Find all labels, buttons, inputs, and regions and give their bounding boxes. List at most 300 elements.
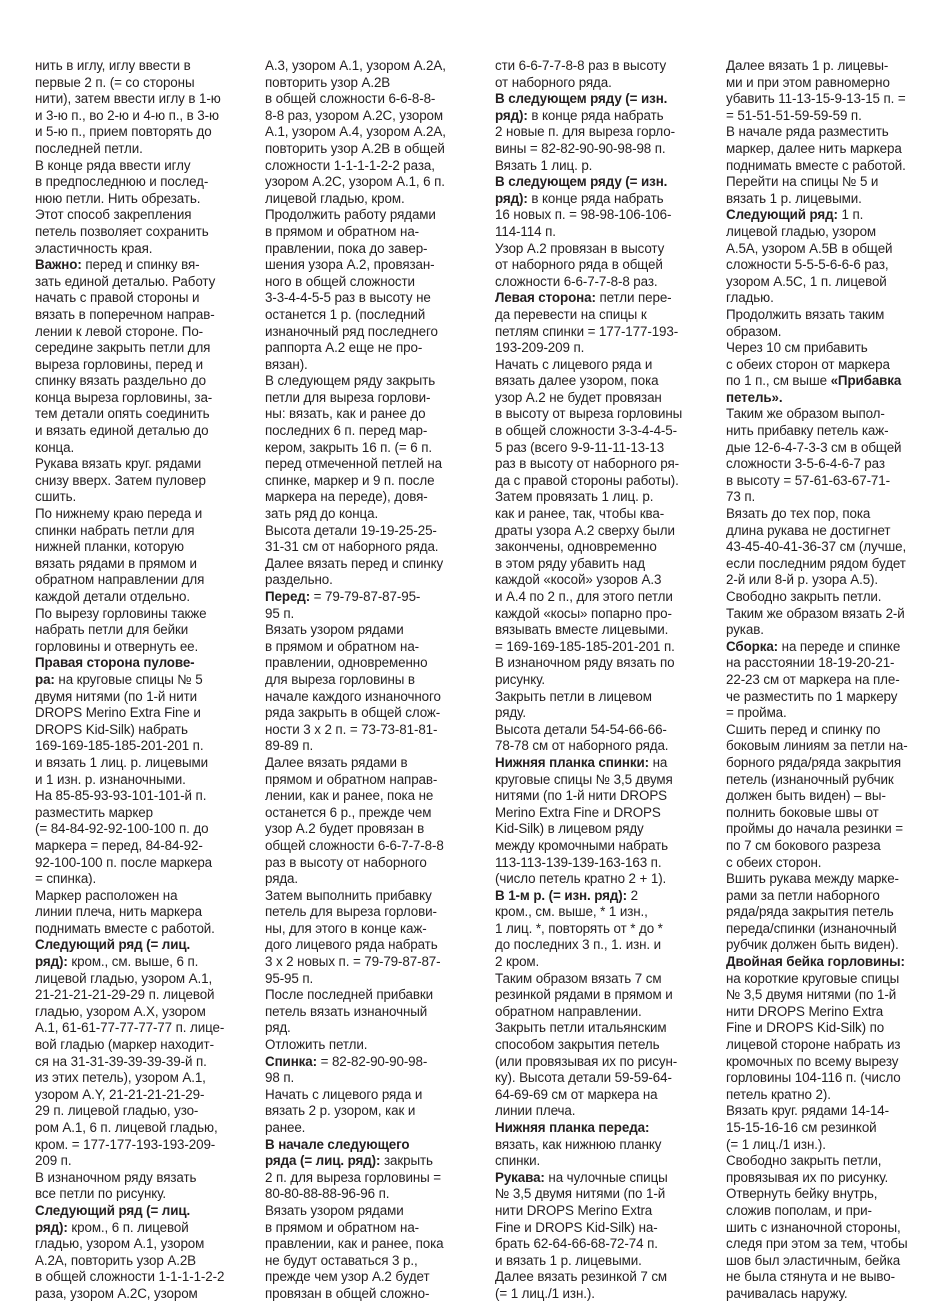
text-line: 64-69-69 см от маркера на: [495, 1086, 658, 1102]
text-line: не была стянута и не выво-: [726, 1269, 895, 1285]
text-line: ку). Высота детали 59-59-64-: [495, 1070, 672, 1086]
text-line: от наборного ряда в общей: [495, 257, 663, 273]
text-line: сложности 3-5-6-4-6-7 раз: [726, 456, 885, 472]
text-line: нюю петли. Нить обрезать.: [35, 190, 201, 206]
text-line: и 1 изн. р. изнаночными.: [35, 771, 186, 787]
text-line: конца.: [35, 439, 75, 455]
text-line: горловины 104-116 п. (число: [726, 1070, 901, 1086]
text-line: Закрыть петли в лицевом: [495, 688, 652, 704]
text-line: Затем выполнить прибавку: [265, 887, 432, 903]
text-line: если последним рядом будет: [726, 555, 906, 571]
bold-heading: Следующий ряд (= лиц.: [35, 937, 191, 953]
text-line: [495, 755, 707, 772]
text-line: переда/спинки (изнаночный: [726, 920, 897, 936]
text-line: Начать с лицевого ряда и: [495, 356, 653, 372]
text-line: начать с правой стороны и: [35, 290, 200, 306]
text-line: брать 62-64-66-68-72-74 п.: [495, 1236, 658, 1252]
text-line: В изнаночном ряду вязать по: [495, 655, 675, 671]
text-line: После последней прибавки: [265, 987, 434, 1003]
text-line: в прямом и обратном на-: [265, 1219, 420, 1235]
text-line: рами за петли наборного: [726, 887, 880, 903]
text-line: Закрыть петли итальянским: [495, 1020, 667, 1036]
text-line: 209 п.: [35, 1153, 72, 1169]
text-line: нити DROPS Merino Extra: [495, 1202, 653, 1218]
text-line: [726, 639, 938, 656]
text-line: [35, 954, 247, 971]
text-line: 22-23 см от маркера на пле-: [726, 671, 900, 687]
text-line: первые 2 п. (= со стороны: [35, 74, 195, 90]
text-run: = 79-79-87-87-95-: [310, 589, 421, 604]
text-column-2: [265, 58, 477, 1303]
bold-heading: Сборка:: [726, 638, 779, 654]
text-line: должен быть виден) – вы-: [726, 788, 886, 804]
text-line: Сшить перед и спинку по: [726, 721, 881, 737]
text-line: Продолжить работу рядами: [265, 207, 436, 223]
text-line: [265, 1153, 477, 1170]
text-line: кром., см. выше, * 1 изн.,: [495, 904, 648, 920]
text-line: петлям спинки = 177-177-193-: [495, 323, 679, 339]
text-line: способом закрытия петель: [495, 1037, 660, 1053]
text-line: раз в высоту от наборного ря-: [495, 456, 679, 472]
text-run: перед и спинку вя-: [81, 257, 200, 273]
text-line: раза, узором А.2С, узором: [35, 1285, 198, 1301]
text-line: А.3, узором А.1, узором А.2А,: [265, 58, 446, 73]
text-line: В конце ряда ввести иглу: [35, 157, 191, 173]
text-line: раппорта А.2 еще не про-: [265, 340, 423, 356]
text-line: вой гладью (маркер находит-: [35, 1037, 214, 1053]
text-line: По вырезу горловины также: [35, 605, 207, 621]
text-line: от наборного ряда.: [495, 74, 612, 90]
text-line: Высота детали 19-19-25-25-: [265, 522, 437, 538]
text-line: (= 84-84-92-92-100-100 п. до: [35, 821, 209, 837]
text-line: нитями (по 1-й нити DROPS: [495, 788, 667, 804]
text-run: на круговые спицы № 5: [54, 671, 203, 687]
text-line: А.1, 61-61-77-77-77-77 п. лице-: [35, 1020, 225, 1036]
text-line: 89-89 п.: [265, 738, 314, 754]
text-line: поднимать вместе с работой.: [726, 157, 906, 173]
text-run: на чулочные спицы: [544, 1169, 668, 1185]
bold-heading: ряд):: [495, 190, 528, 206]
text-line: для выреза горловины в: [265, 671, 415, 687]
text-line: че разместить по 1 маркеру: [726, 688, 898, 704]
text-line: ся на 31-31-39-39-39-39-й п.: [35, 1053, 207, 1069]
text-line: (= 1 лиц./1 изн.).: [495, 1285, 595, 1301]
text-line: с обеих сторон.: [726, 854, 822, 870]
text-line: спинку вязать раздельно до: [35, 373, 207, 389]
text-line: [265, 1054, 477, 1071]
text-run: в конце ряда набрать: [527, 107, 664, 123]
text-line: правлении, как и ранее, пока: [265, 1236, 444, 1252]
bold-heading: Левая сторона:: [495, 290, 596, 306]
text-line: ряд.: [265, 1020, 291, 1036]
text-line: Этот способ закрепления: [35, 207, 192, 223]
text-line: до последних 3 п., 1. изн. и: [495, 937, 662, 953]
text-line: = 169-169-185-185-201-201 п.: [495, 638, 675, 654]
text-line: спинки набрать петли для: [35, 522, 195, 538]
text-line: вязать 1 р. лицевыми.: [726, 190, 862, 206]
text-run: = 82-82-90-90-98-: [317, 1053, 428, 1069]
text-line: эластичность края.: [35, 240, 153, 256]
text-line: правлении, одновременно: [265, 655, 428, 671]
text-line: поднимать вместе с работой.: [35, 920, 215, 936]
text-line: Через 10 см прибавить: [726, 340, 868, 356]
text-line: Высота детали 54-54-66-66-: [495, 721, 667, 737]
text-line: закончены, одновременно: [495, 539, 657, 555]
bold-heading: Следующий ряд:: [726, 207, 838, 223]
text-line: обратном направлении.: [495, 1003, 642, 1019]
text-line: все петли по рисунку.: [35, 1186, 167, 1202]
bold-heading: Двойная бейка горловины:: [726, 954, 905, 970]
text-line: провязывая их по рисунку.: [726, 1169, 889, 1185]
text-run: на переде и спинке: [778, 638, 901, 654]
bold-heading: ряд):: [35, 1219, 68, 1235]
text-line: петель для выреза горлови-: [265, 904, 437, 920]
text-line: ны: вязать, как и ранее до: [265, 406, 426, 422]
text-line: Вязать круг. рядами 14-14-: [726, 1103, 890, 1119]
text-line: 2-й или 8-й р. узора А.5).: [726, 572, 879, 588]
text-line: на короткие круговые спицы: [726, 970, 900, 986]
text-line: не будут оставаться 3 р.,: [265, 1252, 418, 1268]
text-line: [495, 290, 707, 307]
text-line: кером, закрыть 16 п. (= 6 п.: [265, 439, 432, 455]
bold-heading: Перед:: [265, 589, 311, 604]
text-line: вязать в поперечном направ-: [35, 306, 215, 322]
text-line: в прямом и обратном на-: [265, 223, 420, 239]
text-line: сложности 6-6-7-7-8-8 раз.: [495, 273, 658, 289]
text-line: В следующем ряду закрыть: [265, 373, 436, 389]
text-line: узором А.5С, 1 п. лицевой: [726, 273, 887, 289]
text-run: петли пере-: [595, 290, 672, 306]
bold-heading: ра:: [35, 671, 55, 687]
text-line: 3-3-4-4-5-5 раз в высоту не: [265, 290, 431, 306]
text-line: 2 п. для выреза горловины =: [265, 1169, 441, 1185]
text-line: Далее вязать перед и спинку: [265, 555, 444, 571]
text-line: ром А.1, 6 п. лицевой гладью,: [35, 1120, 218, 1135]
text-line: По нижнему краю переда и: [35, 506, 203, 522]
text-line: Узор А.2 провязан в высоту: [495, 240, 665, 256]
text-line: узор А.2 не будет провязан: [495, 389, 662, 405]
text-run: кром., 6 п. лицевой: [67, 1219, 189, 1235]
text-line: конца выреза горловины, за-: [35, 389, 213, 405]
text-line: [35, 937, 247, 954]
text-line: дого лицевого ряда набрать: [265, 937, 438, 953]
text-line: А.5А, узором А.5В в общей: [726, 240, 893, 256]
text-line: ряду.: [495, 705, 526, 721]
bold-heading: «Прибавка: [830, 373, 902, 389]
text-line: А.2А, повторить узор А.2В: [35, 1252, 197, 1268]
text-line: тем детали опять соединить: [35, 406, 210, 422]
text-line: в высоту от выреза горловины: [495, 406, 683, 422]
text-line: правлении, пока до завер-: [265, 240, 428, 256]
text-line: зать ряд до конца.: [265, 506, 379, 522]
text-line: [495, 888, 707, 905]
text-run: 2: [627, 887, 638, 903]
text-line: с обеих сторон от маркера: [726, 356, 890, 372]
text-line: резинкой рядами в прямом и: [495, 987, 673, 1003]
text-line: 92-100-100 п. после маркера: [35, 854, 213, 870]
text-line: в общей сложности 3-3-4-4-5-: [495, 423, 677, 439]
text-line: нить в иглу, иглу ввести в: [35, 58, 191, 73]
text-line: и 5-ю п., прием повторять до: [35, 124, 212, 140]
text-line: ного в общей сложности: [265, 273, 415, 289]
text-line: (или провязывая их по рисун-: [495, 1053, 678, 1069]
text-line: вязан).: [265, 356, 308, 372]
text-run: кром., см. выше, 6 п.: [67, 954, 199, 970]
text-line: маркера на переде), довя-: [265, 489, 428, 505]
text-line: (число петель кратно 2 + 1).: [495, 871, 667, 887]
text-line: [726, 954, 938, 971]
text-line: Маркер расположен на: [35, 887, 178, 903]
text-line: Вшить рукава между марке-: [726, 871, 899, 887]
bold-heading: Правая сторона пулове-: [35, 655, 195, 671]
text-line: изнаночный ряд последнего: [265, 323, 438, 339]
text-line: Таким же образом выпол-: [726, 406, 885, 422]
text-line: и 3-ю п., во 2-ю и 4-ю п., в 3-ю: [35, 107, 219, 123]
text-line: = спинка).: [35, 871, 97, 887]
bold-heading: Спинка:: [265, 1053, 317, 1069]
text-line: 29 п. лицевой гладью, узо-: [35, 1103, 199, 1119]
bold-heading: ряд):: [35, 954, 68, 970]
text-line: 113-113-139-139-163-163 п.: [495, 854, 662, 870]
text-line: каждой «косы» попарно про-: [495, 605, 672, 621]
text-line: рисунку.: [495, 671, 545, 687]
text-line: Рукава вязать круг. рядами: [35, 456, 202, 472]
text-line: [726, 207, 938, 224]
text-line: по 7 см бокового разреза: [726, 837, 881, 853]
text-line: снизу вверх. Затем пуловер: [35, 472, 206, 488]
text-run: на: [648, 754, 668, 770]
text-line: лицевой гладью, узором А.1,: [35, 970, 213, 986]
text-line: гладью.: [726, 290, 774, 306]
text-line: шения узора А.2, провязан-: [265, 257, 435, 273]
text-line: ности 3 х 2 п. = 73-73-81-81-: [265, 721, 438, 737]
text-line: сложив пополам, и при-: [726, 1202, 872, 1218]
text-line: узор А.2 будет провязан в: [265, 821, 425, 837]
text-line: между кромочными набрать: [495, 837, 669, 853]
text-line: 78-78 см от наборного ряда.: [495, 738, 669, 754]
text-line: Отвернуть бейку внутрь,: [726, 1186, 878, 1202]
text-line: борного ряда/ряда закрытия: [726, 754, 902, 770]
bold-heading: ряд):: [495, 107, 528, 123]
text-line: середине закрыть петли для: [35, 340, 211, 356]
text-line: разместить маркер: [35, 804, 153, 820]
text-line: Таким образом вязать 7 см: [495, 970, 662, 986]
bold-heading: В следующем ряду (= изн.: [495, 91, 668, 107]
text-line: каждой «косой» узоров А.3: [495, 572, 662, 588]
text-line: и А.4 по 2 п., для этого петли: [495, 589, 673, 604]
text-line: зать единой деталью. Работу: [35, 273, 216, 289]
text-line: Свободно закрыть петли,: [726, 1153, 882, 1169]
text-line: 73 п.: [726, 489, 756, 505]
text-run: в конце ряда набрать: [527, 190, 664, 206]
text-line: в высоту = 57-61-63-67-71-: [726, 472, 890, 488]
text-line: вязать далее узором, пока: [495, 373, 659, 389]
text-line: дые 12-6-4-7-3-3 см в общей: [726, 439, 902, 455]
text-line: На 85-85-93-93-101-101-й п.: [35, 788, 207, 804]
text-line: вязать 2 р. узором, как и: [265, 1103, 416, 1119]
text-line: Fine и DROPS Kid-Silk) по: [726, 1020, 885, 1036]
text-line: [726, 390, 938, 407]
text-line: перед отмеченной петлей на: [265, 456, 442, 472]
text-line: как и ранее, так, чтобы ква-: [495, 506, 665, 522]
text-line: лении к левой стороне. По-: [35, 323, 204, 339]
text-line: да перевести на спицы к: [495, 306, 647, 322]
text-column-1: [35, 58, 247, 1303]
text-line: [495, 174, 707, 191]
bold-heading: Нижняя планка спинки:: [495, 754, 649, 770]
text-line: 21-21-21-21-29-29 п. лицевой: [35, 987, 215, 1003]
text-line: = пройма.: [726, 705, 787, 721]
text-line: 2 новые п. для выреза горло-: [495, 124, 675, 140]
text-line: петель позволяет сохранить: [35, 223, 209, 239]
text-line: Далее вязать 1 р. лицевы-: [726, 58, 889, 73]
text-line: 169-169-185-185-201-201 п.: [35, 738, 204, 754]
text-line: узором А.Y, 21-21-21-21-29-: [35, 1086, 205, 1102]
text-line: 114-114 п.: [495, 223, 556, 239]
text-line: круговые спицы № 3,5 двумя: [495, 771, 673, 787]
bold-heading: Важно:: [35, 257, 82, 273]
text-line: 2 кром.: [495, 954, 540, 970]
text-line: ряда закрыть в общей слож-: [265, 705, 441, 721]
text-line: гладью, узором А.1, узором: [35, 1236, 205, 1252]
bold-heading: Рукава:: [495, 1169, 545, 1185]
text-line: [495, 108, 707, 125]
text-line: и вязать 1 лиц. р. лицевыми: [35, 754, 208, 770]
text-run: 1 п.: [837, 207, 864, 223]
text-line: нити), затем ввести иглу в 1-ю: [35, 91, 221, 107]
text-line: 3 х 2 новых п. = 79-79-87-87-: [265, 954, 441, 970]
text-line: Kid-Silk) в лицевом ряду: [495, 821, 644, 837]
text-line: Вязать узором рядами: [265, 1202, 404, 1218]
text-line: и вязать единой деталью до: [35, 423, 209, 439]
text-line: последней петли.: [35, 140, 143, 156]
text-line: раздельно.: [265, 572, 333, 588]
text-line: выреза горловины, перед и: [35, 356, 203, 372]
text-line: [35, 672, 247, 689]
text-line: [495, 191, 707, 208]
text-line: сти 6-6-7-7-8-8 раз в высоту: [495, 58, 667, 73]
text-line: [35, 257, 247, 274]
text-run: закрыть: [380, 1153, 433, 1169]
text-line: 16 новых п. = 98-98-106-106-: [495, 207, 672, 223]
text-line: рукав.: [726, 622, 764, 638]
text-line: прежде чем узор А.2 будет: [265, 1269, 430, 1285]
text-line: да с правой стороны работы).: [495, 472, 679, 488]
text-line: повторить узор А.2В в общей: [265, 140, 445, 156]
bold-heading: ряда (= лиц. ряд):: [265, 1153, 381, 1169]
text-line: горловины и отвернуть ее.: [35, 638, 199, 654]
text-line: образом.: [726, 323, 782, 339]
text-line: двумя нитями (по 1-й нити: [35, 688, 197, 704]
text-line: 95 п.: [265, 605, 295, 621]
text-line: 80-80-88-88-96-96 п.: [265, 1186, 390, 1202]
text-line: ряда.: [265, 871, 299, 887]
text-line: провязан в общей сложно-: [265, 1285, 430, 1301]
text-line: лении, как и ранее, пока не: [265, 788, 434, 804]
text-line: шить с изнаночной стороны,: [726, 1219, 901, 1235]
text-line: 43-45-40-41-36-37 см (лучше,: [726, 539, 907, 555]
text-line: кромочных по всему вырезу: [726, 1053, 899, 1069]
text-line: Перейти на спицы № 5 и: [726, 174, 879, 190]
text-line: прямом и обратном направ-: [265, 771, 438, 787]
text-line: маркер, далее нить маркера: [726, 140, 902, 156]
text-line: ряда/ряда закрытия петель: [726, 904, 894, 920]
text-line: останется 1 р. (последний: [265, 306, 426, 322]
text-line: раз в высоту от наборного: [265, 854, 427, 870]
text-line: в прямом и обратном на-: [265, 638, 420, 654]
text-line: ми и при этом равномерно: [726, 74, 890, 90]
text-line: Свободно закрыть петли.: [726, 589, 882, 604]
text-line: боковым линиям за петли на-: [726, 738, 908, 754]
text-line: ранее.: [265, 1120, 306, 1135]
text-line: линии плеча.: [495, 1103, 576, 1119]
text-line: из этих петель), узором А.1,: [35, 1070, 206, 1086]
text-column-4: [726, 58, 938, 1303]
text-line: вязать, как нижнюю планку: [495, 1136, 662, 1152]
text-line: сшить.: [35, 489, 77, 505]
text-line: [35, 655, 247, 672]
text-line: в общей сложности 1-1-1-1-2-2: [35, 1269, 225, 1285]
text-line: вязывать вместе лицевыми.: [495, 622, 669, 638]
text-line: = 51-51-51-59-59-59 п.: [726, 107, 862, 123]
text-line: [265, 589, 477, 606]
text-line: 98 п.: [265, 1070, 295, 1086]
text-line: узором А.2С, узором А.1, 6 п.: [265, 174, 445, 190]
text-run: по 1 п., см выше: [726, 373, 831, 389]
bold-heading: Следующий ряд (= лиц.: [35, 1202, 191, 1218]
text-line: DROPS Merino Extra Fine и: [35, 705, 201, 721]
bold-heading: В начале следующего: [265, 1136, 410, 1152]
text-line: [35, 1220, 247, 1237]
text-line: 31-31 см от наборного ряда.: [265, 539, 439, 555]
text-line: вязать рядами в прямом и: [35, 555, 197, 571]
text-line: нить прибавку петель каж-: [726, 423, 889, 439]
text-line: начале каждого изнаночного: [265, 688, 441, 704]
text-line: 5 раз (всего 9-9-11-11-13-13: [495, 439, 665, 455]
text-line: останется 6 р., прежде чем: [265, 804, 432, 820]
text-line: нижней планки, которую: [35, 539, 184, 555]
text-line: петель вязать изнаночный: [265, 1003, 428, 1019]
text-line: № 3,5 двумя нитями (по 1-й: [726, 987, 897, 1003]
text-line: и вязать 1 р. лицевыми.: [495, 1252, 642, 1268]
text-line: 8-8 раз, узором А.2С, узором: [265, 107, 443, 123]
text-line: полнить боковые швы от: [726, 804, 879, 820]
text-line: сложности 1-1-1-1-2-2 раза,: [265, 157, 435, 173]
text-line: 1 лиц. *, повторять от * до *: [495, 920, 663, 936]
text-line: Отложить петли.: [265, 1037, 368, 1053]
text-line: нити DROPS Merino Extra: [726, 1003, 884, 1019]
text-line: убавить 11-13-15-9-13-15 п. =: [726, 91, 906, 107]
text-line: вины = 82-82-90-90-98-98 п.: [495, 140, 666, 156]
text-line: Вязать 1 лиц. р.: [495, 157, 593, 173]
text-line: проймы до начала резинки =: [726, 821, 904, 837]
text-line: шов был эластичным, бейка: [726, 1252, 901, 1268]
text-line: лицевой гладью, кром.: [265, 190, 405, 206]
text-line: 95-95 п.: [265, 970, 314, 986]
text-column-3: [495, 58, 707, 1303]
text-line: Таким же образом вязать 2-й: [726, 605, 905, 621]
bold-heading: петель».: [726, 389, 783, 405]
text-line: [265, 1137, 477, 1154]
text-line: [495, 1170, 707, 1187]
text-line: кром. = 177-177-193-193-209-: [35, 1136, 216, 1152]
text-line: Затем провязать 1 лиц. р.: [495, 489, 654, 505]
text-line: петель кратно 2).: [726, 1086, 831, 1102]
text-line: сложности 5-5-5-6-6-6 раз,: [726, 257, 889, 273]
text-line: следя при этом за тем, чтобы: [726, 1236, 908, 1252]
text-line: В начале ряда разместить: [726, 124, 889, 140]
text-line: Далее вязать рядами в: [265, 754, 408, 770]
